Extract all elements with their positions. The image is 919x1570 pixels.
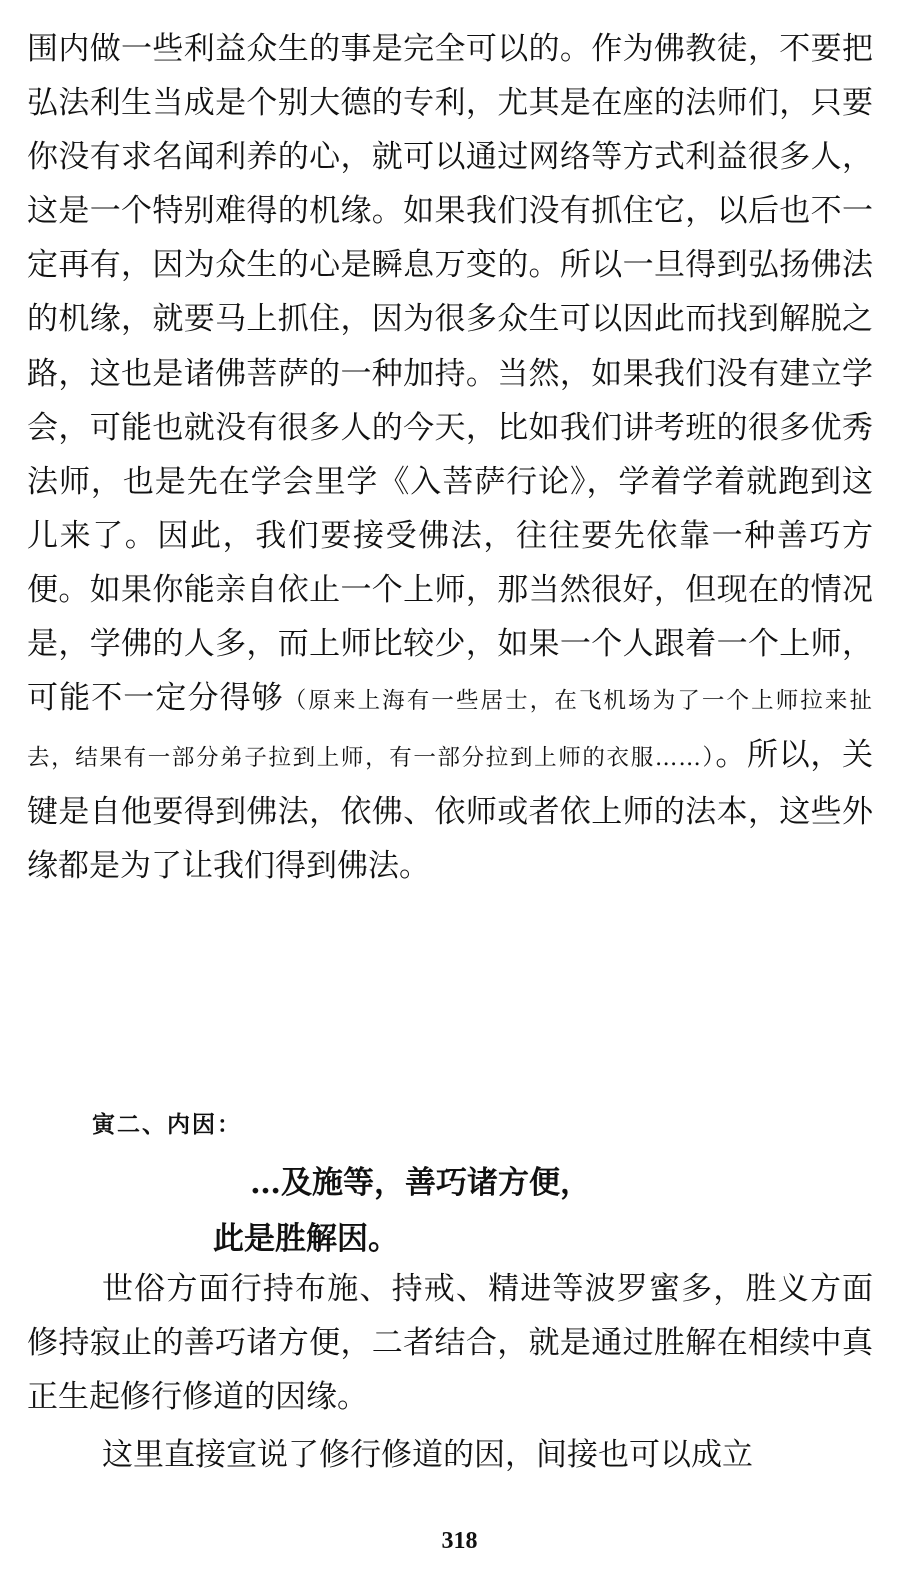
- body-paragraph: [27, 22, 873, 894]
- page-number: 318: [441, 1528, 478, 1554]
- commentary-paragraph-2: 这里直接宣说了修行修道的因，间接也可以成立: [102, 1437, 753, 1473]
- body-main-text: 围内做一些利益众生的事是完全可以的。作为佛教徒，不要把弘法利生当成是个别大德的专利，尤其是在座的法师们，只要你没有求名闻利养的心，就可以通过网络等方式利益很多人，这是一个特别难得的机缘。如果我们没有抓住它，以后也不一定再有，因为众生的心是瞬息万变的。所以一旦得到弘扬佛法的机缘，就要马上抓住，因为很多众生可以因此而找到解脱之路，这也是诸佛菩萨的一种加持。当然，如果我们没有建立学会，可能也就没有很多人的今天，比如我们讲考班的很多优秀法师，也是先在学会里学《入菩萨行论》，学着学着就跑到这儿来了。因此，我们要接受佛法，往往要先依靠一种善巧方便。如果你能亲自依止一个上师，那当然很好，但现在的情况是，学佛的人多，而上师比较少，如果一个人跟着一个上师，可能不一定分得够: [27, 31, 873, 717]
- body-tail-text: 。所以，关键是自他要得到佛法，依佛、依师或者依上师的法本，这些外缘都是为了让我们得到佛法。: [27, 737, 873, 885]
- body-parenthetical-note: （原来上海有一些居士，在飞机场为了一个上师拉来扯去，结果有一部分弟子拉到上师，有一部分拉到上师的衣服……）: [27, 688, 873, 772]
- verse-line-1: …及施等，善巧诸方便，: [250, 1165, 591, 1201]
- verse-line-2: 此是胜解因。: [213, 1221, 399, 1257]
- commentary-paragraph-1: 世俗方面行持布施、持戒、精进等波罗蜜多，胜义方面修持寂止的善巧诸方便，二者结合，就是通过胜解在相续中真正生起修行修道的因缘。: [27, 1271, 873, 1416]
- section-heading: 寅二、内因：: [92, 1111, 242, 1138]
